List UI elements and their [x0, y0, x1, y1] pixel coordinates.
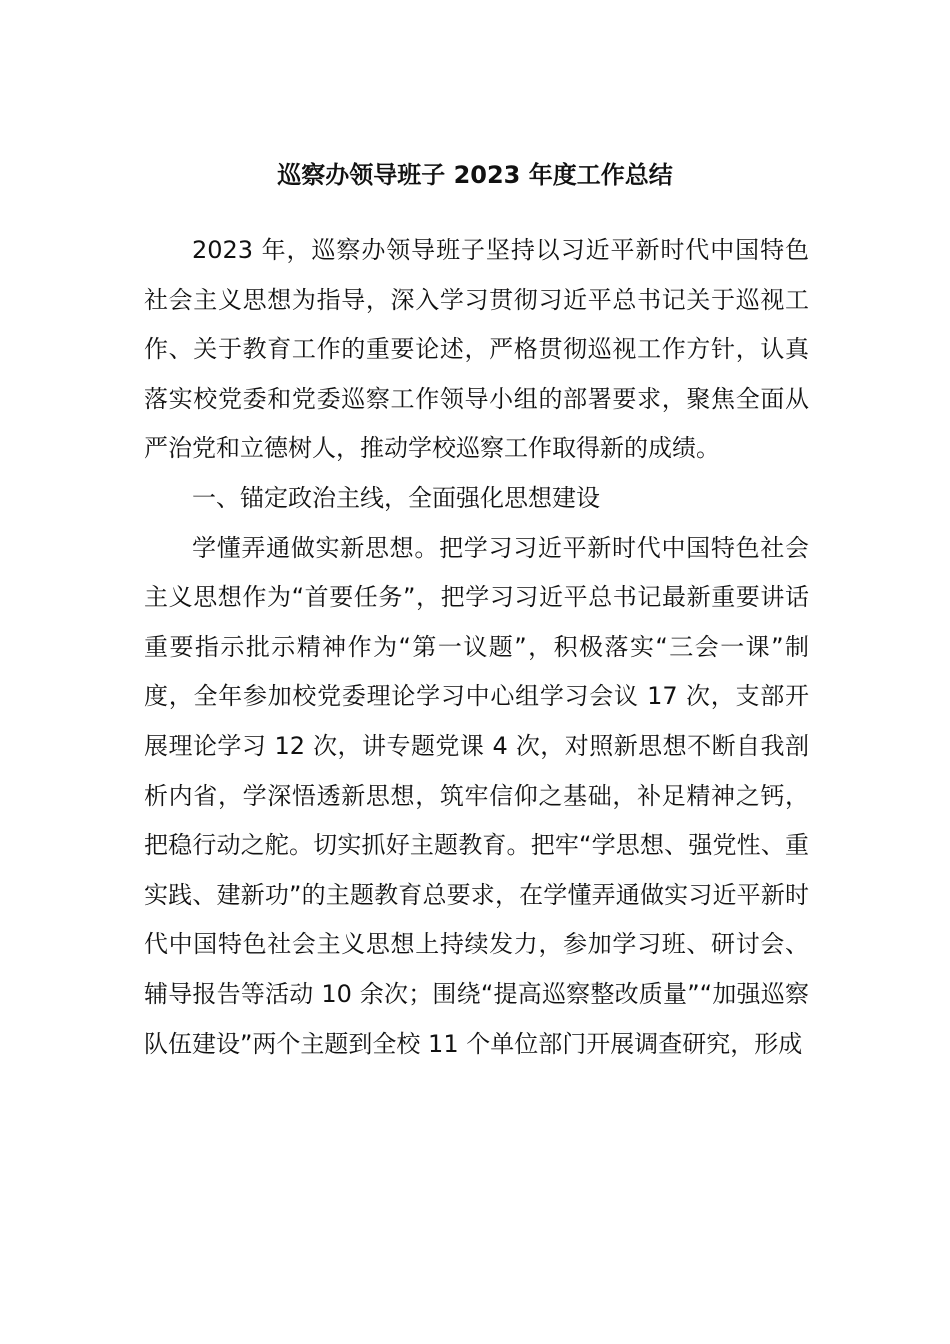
body-paragraph: 学懂弄通做实新思想。把学习习近平新时代中国特色社会主义思想作为“首要任务”，把学习习近平总书记最新重要讲话重要指示批示精神作为“第一议题”，积极落实“三会一课”制度，全年参加校党委理论学习中心组学习会议 17 次，支部开展理论学习 12 次，讲专题党课 4 次，对照新思想不断自我剖析内省，学深悟透新思想，筑牢信仰之基础，补足精神之钙，把稳行动之舵。切实抓好主题教育。把牢“学思想、强党性、重实践、建新功”的主题教育总要求，在学懂弄通做实习近平新时代中国特色社会主义思想上持续发力，参加学习班、研讨会、辅导报告等活动 10 余次；围绕“提高巡察整改质量”“加强巡察队伍建设”两个主题到全校 11 个单位部门开展调查研究，形成	[144, 533, 809, 1058]
section-heading: 一、锚定政治主线，全面强化思想建设	[192, 483, 600, 512]
intro-paragraph: 2023 年，巡察办领导班子坚持以习近平新时代中国特色社会主义思想为指导，深入学习贯彻习近平总书记关于巡视工作、关于教育工作的重要论述，严格贯彻巡视工作方针，认真落实校党委和党委巡察工作领导小组的部署要求，聚焦全面从严治党和立德树人，推动学校巡察工作取得新的成绩。	[144, 236, 809, 463]
document-title: 巡察办领导班子 2023 年度工作总结	[277, 161, 673, 189]
document-body	[144, 226, 809, 1069]
